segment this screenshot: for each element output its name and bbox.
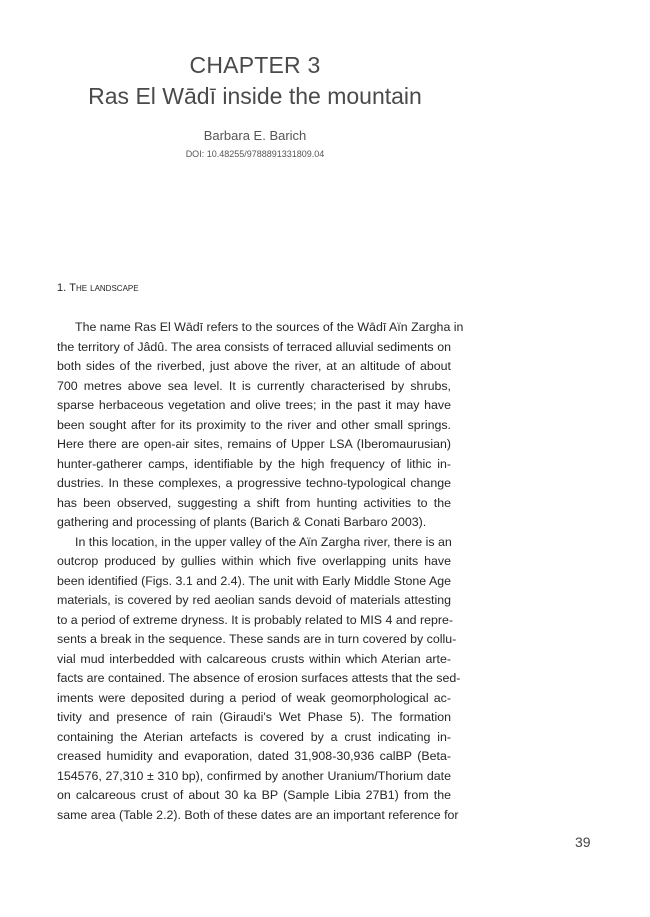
body-line: gathering and processing of plants (Barich & Conati Barbaro 2003). — [57, 515, 427, 529]
body-line: 154576, 27,310 ± 310 bp), confirmed by another Uranium/Thorium date — [57, 768, 451, 783]
body-line: sents a break in the sequence. These sands are in turn covered by collu- — [57, 632, 457, 646]
body-line: In this location, in the upper valley of the Aïn Zargha river, there is an — [75, 534, 452, 549]
body-line: materials, is covered by red aeolian sands devoid of materials attesting — [57, 593, 451, 607]
chapter-title: Ras El Wādī inside the mountain — [88, 83, 422, 109]
body-line: iments were deposited during a period of weak geomorphological ac- — [57, 690, 451, 705]
body-line: Here there are open-air sites, remains of Upper LSA (Iberomaurusian) — [57, 437, 451, 451]
section-title: The landscape — [69, 282, 139, 294]
body-line: containing the Aterian artefacts is covered by a crust indicating in- — [57, 729, 451, 744]
body-line: vial mud interbedded with calcareous crusts within which Aterian arte- — [57, 651, 451, 666]
doi-link[interactable]: DOI: 10.48255/9788891331809.04 — [185, 149, 325, 159]
body-line: creased humidity and evaporation, dated 31,908-30,936 calBP (Beta- — [57, 749, 451, 763]
section-number: 1. — [57, 282, 70, 294]
body-line: dustries. In these complexes, a progressive techno-typological change — [57, 476, 451, 490]
body-line: The name Ras El Wādī refers to the sources of the Wādī Aïn Zargha in — [75, 320, 464, 334]
body-line: outcrop produced by gullies within which five overlapping units have — [57, 554, 451, 568]
body-text — [57, 318, 464, 825]
body-line: been identified (Figs. 3.1 and 2.4). The unit with Early Middle Stone Age — [57, 573, 451, 588]
author-name: Barbara E. Barich — [203, 128, 307, 143]
body-line: on calcareous crust of about 30 ka BP (Sample Libia 27B1) from the — [57, 788, 451, 802]
body-line: been sought after for its proximity to the river and other small springs. — [57, 417, 451, 432]
section-heading — [57, 282, 139, 294]
body-line: tivity and presence of rain (Giraudi's Wet Phase 5). The formation — [57, 710, 451, 724]
body-line: both sides of the riverbed, just above the river, at an altitude of about — [57, 359, 451, 373]
body-line: the territory of Jâdû. The area consists of terraced alluvial sediments on — [57, 339, 451, 354]
body-line: same area (Table 2.2). Both of these dates are an important reference for — [57, 807, 459, 822]
body-line: 700 metres above sea level. It is currently characterised by shrubs, — [57, 378, 451, 393]
body-line: facts are contained. The absence of erosion surfaces attests that the sed- — [57, 671, 461, 685]
body-line: sparse herbaceous vegetation and olive trees; in the past it may have — [57, 398, 451, 412]
page-number: 39 — [575, 834, 591, 850]
body-line: has been observed, suggesting a shift from hunting activities to the — [57, 495, 451, 510]
chapter-label: CHAPTER 3 — [189, 52, 321, 78]
body-line: to a period of extreme dryness. It is probably related to MIS 4 and repre- — [57, 612, 454, 627]
body-line: hunter-gatherer camps, identifiable by the high frequency of lithic in- — [57, 456, 451, 471]
